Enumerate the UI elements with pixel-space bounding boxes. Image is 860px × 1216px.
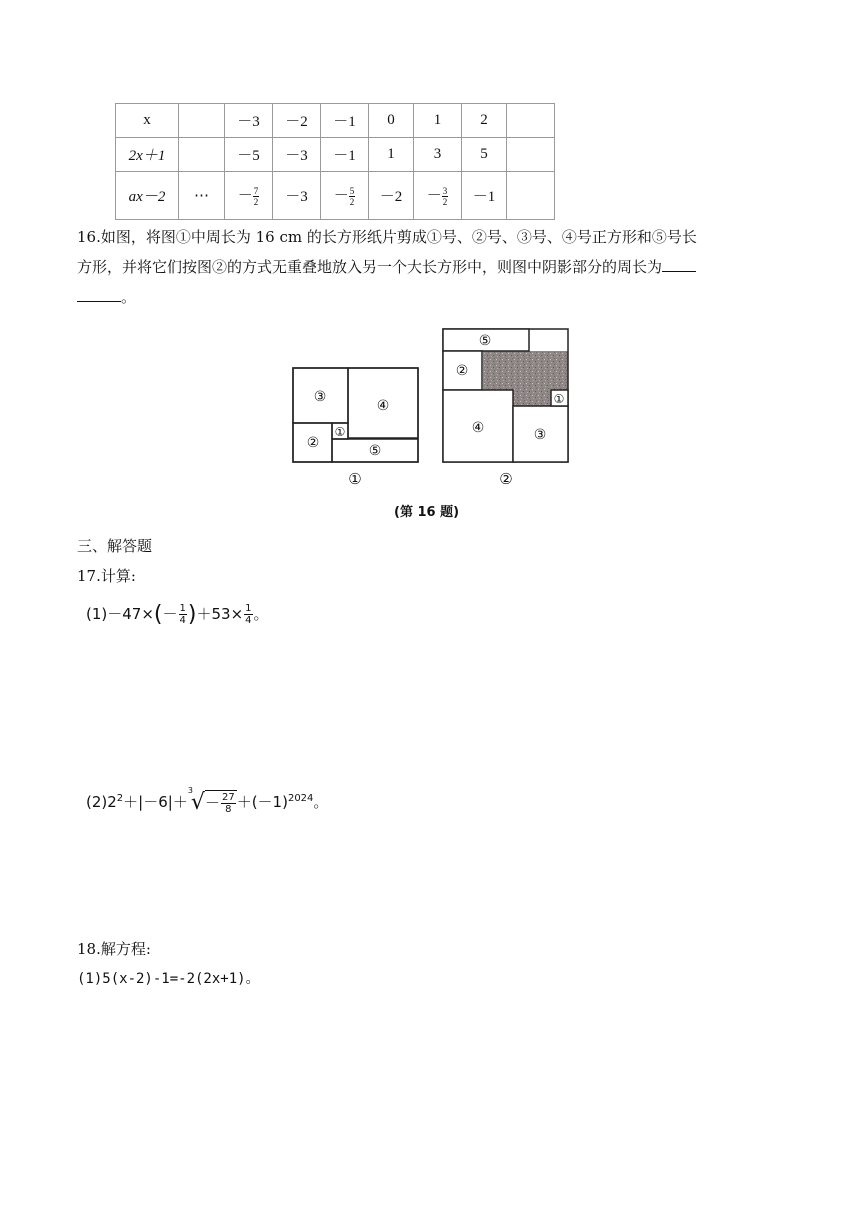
table-cell: －3 xyxy=(225,104,273,138)
answer-blank xyxy=(662,253,696,272)
table-cell: －5 xyxy=(225,138,273,172)
table-cell: 2 xyxy=(462,104,507,138)
table-cell: － $\frac{3}{2}$ xyxy=(414,172,462,220)
root-index: 3 xyxy=(187,786,193,795)
fig2-label-5: ⑤ xyxy=(478,333,492,349)
table-cell: －2 xyxy=(369,172,414,220)
fraction xyxy=(244,603,252,626)
q17-1-mid: ＋53× xyxy=(196,605,244,623)
fraction-denominator: 8 xyxy=(225,804,232,815)
q17-2-prefix: (2)2 xyxy=(86,793,117,811)
fraction: $\frac{5}{2}$ xyxy=(349,186,355,208)
fraction xyxy=(221,792,236,815)
table-cell xyxy=(507,172,555,220)
fraction: $\frac{3}{2}$ xyxy=(442,186,448,208)
fig2-label-2: ② xyxy=(455,363,469,379)
question-16-line-2 xyxy=(77,252,787,282)
table-cell: －3 xyxy=(273,172,321,220)
fig1-label-4: ④ xyxy=(376,398,390,414)
radical-sign: √ xyxy=(190,790,205,815)
table-row xyxy=(116,172,555,220)
table-cell: 3 xyxy=(414,138,462,172)
q17-1-prefix: (1)－47× xyxy=(86,605,154,623)
fraction-numerator: 27 xyxy=(221,792,235,803)
question-17-title: 17.计算: xyxy=(77,567,136,585)
fraction-numerator: 1 xyxy=(245,603,252,614)
table-cell: x xyxy=(116,104,179,138)
fraction-denominator: 4 xyxy=(179,615,186,626)
table-cell: － $\frac{7}{2}$ xyxy=(225,172,273,220)
table-cell xyxy=(179,104,225,138)
fig1-label-3: ③ xyxy=(313,389,327,405)
table-cell: 0 xyxy=(369,104,414,138)
table-cell: 1 xyxy=(369,138,414,172)
exponent: 2 xyxy=(116,793,124,804)
fraction-denominator: 4 xyxy=(245,615,252,626)
fig2-label-1: ① xyxy=(553,392,565,406)
table-cell: －1 xyxy=(462,172,507,220)
table-cell: 5 xyxy=(462,138,507,172)
section-title: 三、解答题 xyxy=(77,537,153,555)
table-cell xyxy=(507,104,555,138)
q17-2-tail: ＋(－1) xyxy=(236,793,288,811)
question-16 xyxy=(77,222,787,312)
q17-2-end: 。 xyxy=(313,793,329,811)
left-paren: ( xyxy=(153,602,163,627)
fraction xyxy=(179,603,187,626)
table-cell: －3 xyxy=(273,138,321,172)
question-17-part-1: (1)－47×(－ $\frac{1}{4}$ )＋53× $\frac{1}{4}$ 。 xyxy=(86,602,269,627)
fig2-label-3: ③ xyxy=(533,427,547,443)
table-cell xyxy=(179,138,225,172)
table-cell: － $\frac{5}{2}$ xyxy=(321,172,369,220)
fraction: $\frac{7}{2}$ xyxy=(253,186,259,208)
table-cell xyxy=(507,138,555,172)
question-18-title: 18.解方程: xyxy=(77,940,151,958)
figure-caption: (第 16 题) xyxy=(394,505,460,520)
table-cell: 2x＋1 xyxy=(116,138,179,172)
table-cell: －1 xyxy=(321,104,369,138)
table-cell: －1 xyxy=(321,138,369,172)
question-18-part-1: (1)5(x-2)-1=-2(2x+1)。 xyxy=(77,971,260,987)
answer-blank-continued xyxy=(77,283,121,302)
table-cell: 1 xyxy=(414,104,462,138)
figure-16 xyxy=(285,322,585,522)
fig1-caption: ① xyxy=(348,470,362,488)
question-16-end: 。 xyxy=(121,288,137,306)
fig1-label-1: ① xyxy=(334,425,346,439)
table-row xyxy=(116,104,555,138)
fig1-label-2: ② xyxy=(306,435,320,451)
fig2-label-4: ④ xyxy=(471,420,485,436)
fig2-caption: ② xyxy=(499,470,513,488)
exponent: 2024 xyxy=(287,793,314,804)
question-17-part-2 xyxy=(86,786,328,815)
table-row xyxy=(116,138,555,172)
question-16-line-3 xyxy=(77,282,787,312)
question-16-line-1: 16.如图，将图①中周长为 16 cm 的长方形纸片剪成①号、②号、③号、④号正方形和⑤号长 xyxy=(77,228,697,246)
radicand: － $\frac{27}{8}$ xyxy=(204,792,235,815)
fraction-numerator: 1 xyxy=(179,603,186,614)
fig1-label-5: ⑤ xyxy=(368,443,382,459)
q17-2-abs: ＋|－6|＋ xyxy=(123,793,188,811)
table-cell: －2 xyxy=(273,104,321,138)
right-paren: ) xyxy=(187,602,197,627)
q17-1-end: 。 xyxy=(253,605,269,623)
value-table xyxy=(115,103,555,220)
question-16-line-2-text: 方形，并将它们按图②的方式无重叠地放入另一个大长方形中，则图中阴影部分的周长为 xyxy=(77,258,663,276)
table-cell: ⋯ xyxy=(179,172,225,220)
table-cell: ax－2 xyxy=(116,172,179,220)
